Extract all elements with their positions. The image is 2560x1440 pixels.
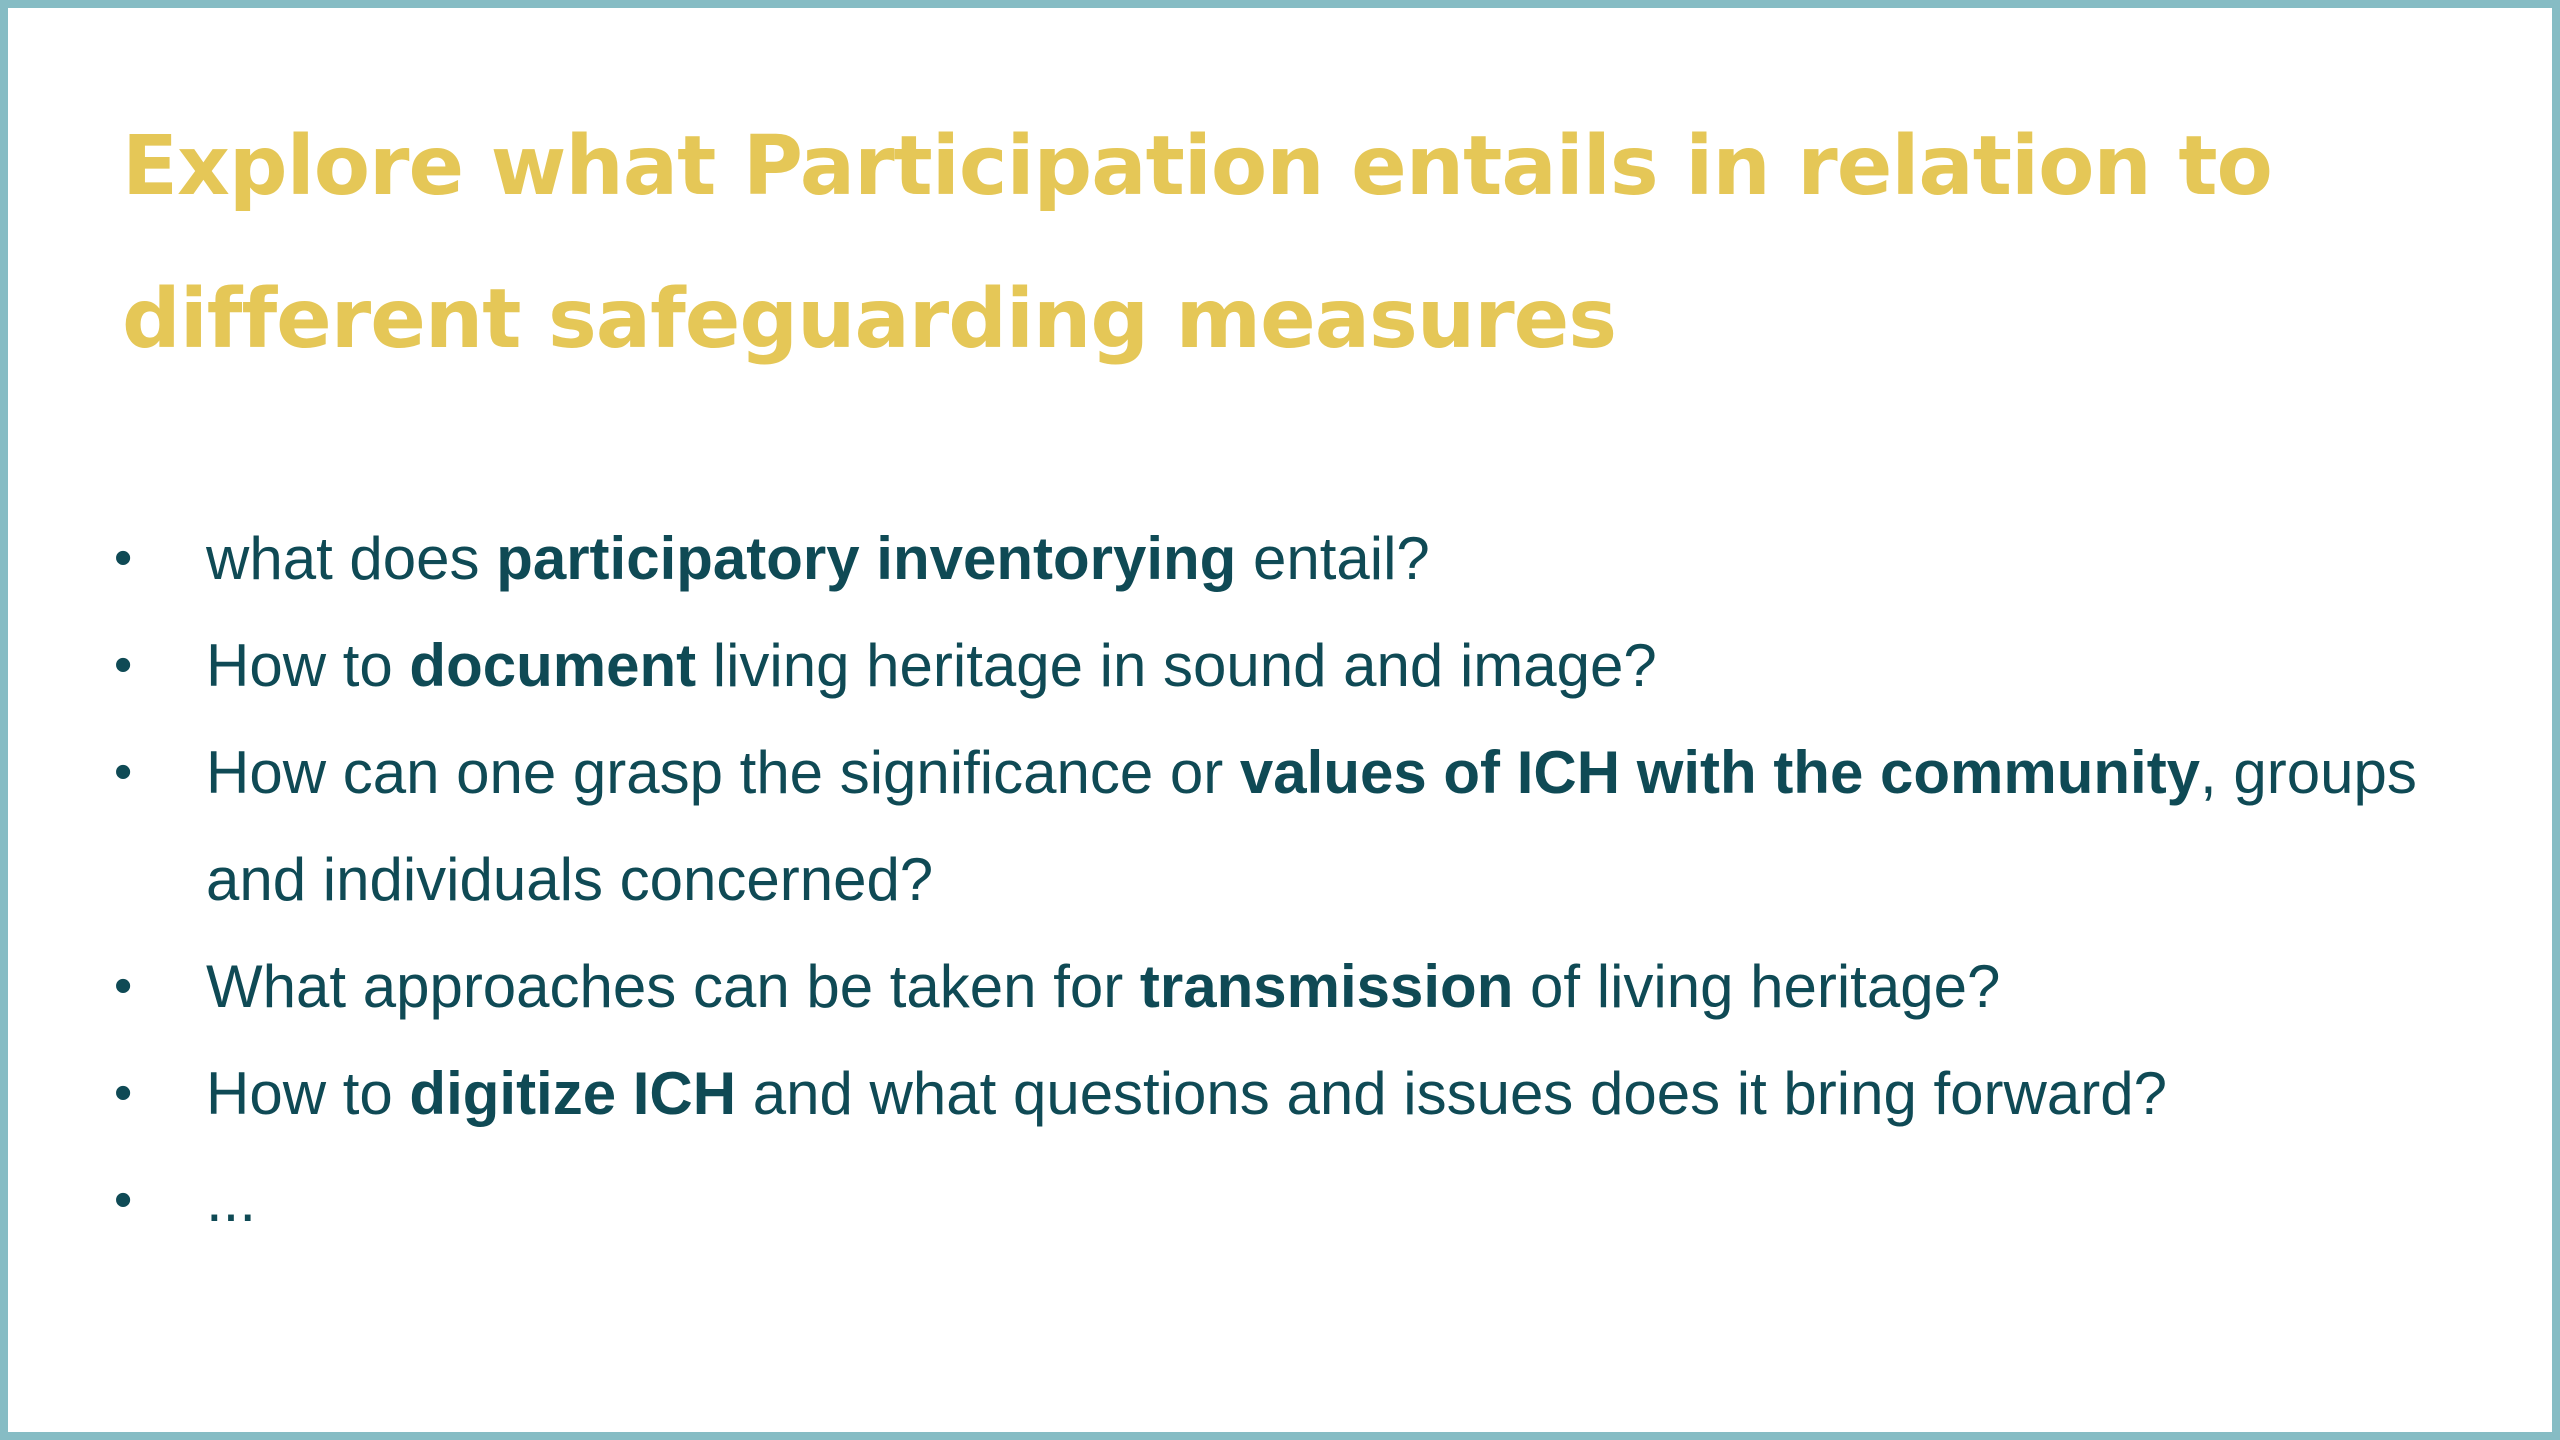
bullet-item-transmission [108, 933, 2508, 1040]
bullet-item-digitize [108, 1040, 2508, 1147]
bullet-dot-icon: • [114, 1171, 133, 1229]
bullet-text-after: of living heritage? [1513, 953, 2001, 1020]
bullet-emphasis: transmission [1139, 953, 1514, 1020]
bullet-emphasis: values of ICH with the community [1239, 739, 2201, 806]
bullet-text-after: , groups and individuals concerned? [206, 739, 2417, 913]
slide-title: Explore what Participation entails in relation to different safeguarding measures [122, 119, 2272, 367]
bullet-item-ellipsis [108, 1147, 2508, 1254]
bullet-item-document [108, 612, 2508, 719]
bullet-text-before: How to [206, 632, 410, 699]
bullet-dot-icon: • [114, 957, 133, 1015]
bullet-item-values [108, 719, 2508, 933]
bullet-text-after: entail? [1236, 525, 1430, 592]
bullet-text-before: How to [206, 1060, 410, 1127]
bullet-emphasis: participatory inventorying [496, 525, 1237, 592]
bullet-text-after: living heritage in sound and image? [696, 632, 1657, 699]
bullet-dot-icon: • [114, 636, 133, 694]
bullet-text-after: and what questions and issues does it bring forward? [736, 1060, 2167, 1127]
bullet-emphasis: digitize ICH [409, 1060, 737, 1127]
bullet-item-inventorying [108, 505, 2508, 612]
bullet-text-before: How can one grasp the significance or [206, 739, 1240, 806]
bullet-text-before: ... [206, 1167, 257, 1234]
bullet-dot-icon: • [114, 743, 133, 801]
bullet-list [108, 505, 2508, 1254]
bullet-emphasis: document [409, 632, 697, 699]
bullet-text-before: what does [206, 525, 497, 592]
bullet-dot-icon: • [114, 1064, 133, 1122]
bullet-text-before: What approaches can be taken for [206, 953, 1140, 1020]
bullet-dot-icon: • [114, 529, 133, 587]
